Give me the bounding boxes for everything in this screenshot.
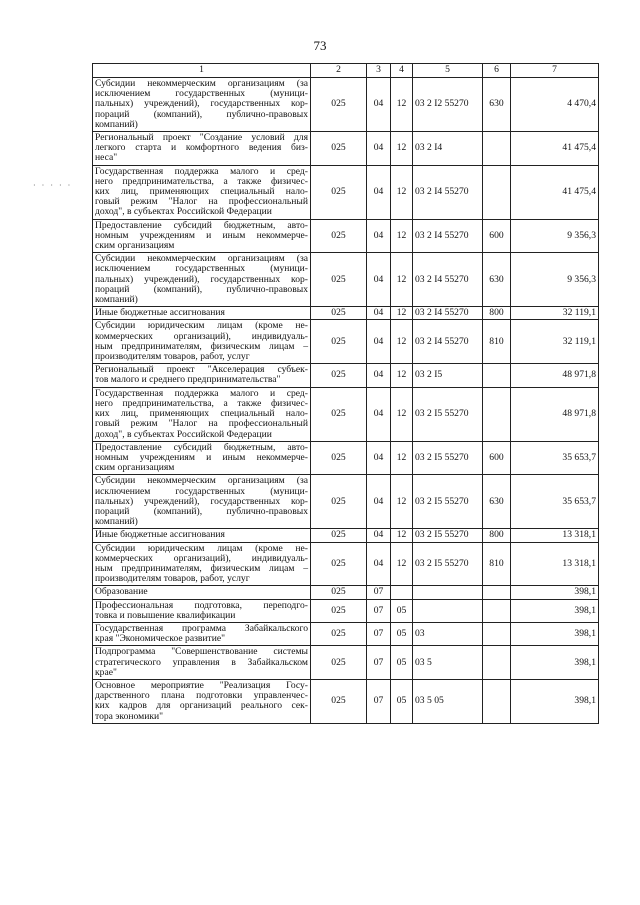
row-name-cell [93, 165, 311, 219]
section-cell: 04 [367, 387, 391, 441]
row-name-line: исключением государственных (муници- [95, 485, 308, 497]
table-row [93, 320, 599, 364]
target-article-cell: 03 2 I5 55270 [413, 542, 483, 586]
row-name-line: Профессиональная подготовка, переподго- [95, 599, 308, 611]
target-article-cell: 03 [413, 622, 483, 645]
expense-type-cell [483, 165, 511, 219]
grbs-cell: 025 [311, 165, 367, 219]
row-name-line: тора экономики" [95, 710, 164, 722]
section-cell: 04 [367, 542, 391, 586]
table-row [93, 475, 599, 529]
row-name-line: Субсидии некоммерческим организациям (за [95, 475, 308, 487]
amount-cell: 35 653,7 [511, 441, 599, 475]
expense-type-cell: 600 [483, 219, 511, 253]
grbs-cell: 025 [311, 387, 367, 441]
expense-type-cell [483, 586, 511, 599]
table-row [93, 542, 599, 586]
row-name-cell [93, 529, 311, 542]
section-cell: 04 [367, 320, 391, 364]
row-name-line: ным предпринимателям, физическим лицам – [95, 562, 308, 574]
table-row [93, 132, 599, 166]
row-name-line: неса" [95, 152, 118, 164]
amount-cell: 41 475,4 [511, 132, 599, 166]
table-row [93, 364, 599, 387]
section-cell: 07 [367, 646, 391, 680]
header-cell: 1 [93, 64, 311, 78]
table-row [93, 165, 599, 219]
row-name-line: пальных) учреждений), государственных кор- [95, 495, 308, 507]
row-name-line: Предоставление субсидий бюджетным, авто- [95, 219, 308, 231]
expense-type-cell: 600 [483, 441, 511, 475]
section-cell: 04 [367, 441, 391, 475]
section-cell: 04 [367, 253, 391, 307]
grbs-cell: 025 [311, 646, 367, 680]
expense-type-cell [483, 364, 511, 387]
row-name-line: ным предпринимателям, физическим лицам – [95, 340, 308, 352]
table-row [93, 529, 599, 542]
row-name-line: Подпрограмма "Совершенствование системы [95, 646, 308, 658]
row-name-cell [93, 599, 311, 622]
row-name-line: ским организациям [95, 462, 175, 474]
subsection-cell [391, 586, 413, 599]
table-row [93, 622, 599, 645]
section-cell: 07 [367, 679, 391, 723]
amount-cell: 13 318,1 [511, 529, 599, 542]
target-article-cell: 03 2 I4 55270 [413, 253, 483, 307]
section-cell: 04 [367, 529, 391, 542]
table-row [93, 387, 599, 441]
row-name-line: исключением государственных (муници- [95, 263, 308, 275]
budget-table [92, 63, 599, 724]
expense-type-cell [483, 646, 511, 680]
amount-cell: 35 653,7 [511, 475, 599, 529]
subsection-cell: 12 [391, 387, 413, 441]
row-name-line: говый режим "Налог на профессиональный [95, 196, 308, 208]
header-cell: 2 [311, 64, 367, 78]
subsection-cell: 12 [391, 78, 413, 132]
row-name-cell [93, 253, 311, 307]
expense-type-cell [483, 679, 511, 723]
expense-type-cell [483, 387, 511, 441]
row-name-line: пораций (компаний), публично-правовых [95, 108, 308, 120]
row-name-line: коммерческих организаций), индивидуаль- [95, 330, 308, 342]
margin-mark: · · · · · [33, 181, 73, 190]
row-name-line: компаний) [95, 118, 138, 130]
row-name-line: производителям товаров, работ, услуг [95, 351, 250, 363]
grbs-cell: 025 [311, 307, 367, 320]
row-name-cell [93, 622, 311, 645]
expense-type-cell: 630 [483, 253, 511, 307]
row-name-cell [93, 307, 311, 320]
expense-type-cell [483, 622, 511, 645]
grbs-cell: 025 [311, 475, 367, 529]
target-article-cell: 03 2 I4 55270 [413, 219, 483, 253]
subsection-cell: 05 [391, 599, 413, 622]
row-name-line: Предоставление субсидий бюджетным, авто- [95, 441, 308, 453]
row-name-line: него предпринимательства, а также физичес- [95, 397, 308, 409]
row-name-cell [93, 364, 311, 387]
row-name-line: Государственная поддержка малого и сред- [95, 387, 308, 399]
row-name-cell [93, 387, 311, 441]
row-name-line: коммерческих организаций), индивидуаль- [95, 552, 308, 564]
row-name-line: дарственного плана подготовки управленчес- [95, 690, 308, 702]
row-name-line: Государственная поддержка малого и сред- [95, 165, 308, 177]
row-name-line: Субсидии некоммерческим организациям (за [95, 253, 308, 265]
row-name-line: Субсидии некоммерческим организациям (за [95, 78, 308, 89]
grbs-cell: 025 [311, 253, 367, 307]
table-header-row [93, 64, 599, 78]
header-cell: 7 [511, 64, 599, 78]
row-name-line: говый режим "Налог на профессиональный [95, 418, 308, 430]
row-name-line: Иные бюджетные ассигнования [95, 529, 225, 541]
amount-cell: 13 318,1 [511, 542, 599, 586]
table-row [93, 599, 599, 622]
row-name-cell [93, 78, 311, 132]
row-name-line: ским организациям [95, 240, 175, 252]
header-cell: 4 [391, 64, 413, 78]
table-row [93, 646, 599, 680]
expense-type-cell: 630 [483, 475, 511, 529]
row-name-cell [93, 441, 311, 475]
subsection-cell: 12 [391, 320, 413, 364]
subsection-cell: 12 [391, 475, 413, 529]
grbs-cell: 025 [311, 364, 367, 387]
row-name-line: производителям товаров, работ, услуг [95, 573, 250, 585]
amount-cell: 398,1 [511, 679, 599, 723]
amount-cell: 398,1 [511, 646, 599, 680]
expense-type-cell [483, 132, 511, 166]
subsection-cell: 12 [391, 364, 413, 387]
row-name-cell [93, 132, 311, 166]
row-name-line: Субсидии юридическим лицам (кроме не- [95, 320, 308, 332]
row-name-line: Субсидии юридическим лицам (кроме не- [95, 542, 308, 554]
target-article-cell: 03 2 I5 55270 [413, 529, 483, 542]
section-cell: 07 [367, 599, 391, 622]
amount-cell: 398,1 [511, 599, 599, 622]
amount-cell: 4 470,4 [511, 78, 599, 132]
section-cell: 04 [367, 165, 391, 219]
row-name-line: ких лиц, применяющих специальный нало- [95, 186, 308, 198]
subsection-cell: 05 [391, 646, 413, 680]
row-name-line: номным учреждениям и иным некоммерче- [95, 451, 308, 463]
grbs-cell: 025 [311, 542, 367, 586]
table-row [93, 78, 599, 132]
row-name-line: тов малого и среднего предпринимательства" [95, 374, 281, 386]
section-cell: 04 [367, 364, 391, 387]
table-row [93, 441, 599, 475]
row-name-line: ких кадров для организаций реального сек- [95, 700, 308, 712]
target-article-cell: 03 2 I5 55270 [413, 441, 483, 475]
row-name-line: компаний) [95, 294, 138, 306]
row-name-line: номным учреждениям и иным некоммерче- [95, 229, 308, 241]
expense-type-cell: 810 [483, 542, 511, 586]
grbs-cell: 025 [311, 320, 367, 364]
expense-type-cell [483, 599, 511, 622]
row-name-line: Образование [95, 586, 148, 598]
grbs-cell: 025 [311, 78, 367, 132]
header-cell: 6 [483, 64, 511, 78]
row-name-line: компаний) [95, 516, 138, 528]
grbs-cell: 025 [311, 132, 367, 166]
section-cell: 07 [367, 586, 391, 599]
amount-cell: 41 475,4 [511, 165, 599, 219]
subsection-cell: 12 [391, 307, 413, 320]
target-article-cell [413, 586, 483, 599]
table-row [93, 586, 599, 599]
subsection-cell: 12 [391, 542, 413, 586]
subsection-cell: 12 [391, 132, 413, 166]
table-row [93, 253, 599, 307]
table-row [93, 219, 599, 253]
row-name-line: Государственная программа Забайкальского [95, 622, 308, 634]
target-article-cell: 03 2 I5 55270 [413, 475, 483, 529]
section-cell: 04 [367, 132, 391, 166]
row-name-line: ких лиц, применяющих специальный нало- [95, 408, 308, 420]
grbs-cell: 025 [311, 586, 367, 599]
row-name-line: пальных) учреждений), государственных кор- [95, 98, 308, 110]
amount-cell: 48 971,8 [511, 387, 599, 441]
row-name-line: края "Экономическое развитие" [95, 633, 226, 645]
row-name-cell [93, 542, 311, 586]
subsection-cell: 12 [391, 253, 413, 307]
row-name-cell [93, 586, 311, 599]
row-name-line: пораций (компаний), публично-правовых [95, 505, 308, 517]
amount-cell: 9 356,3 [511, 219, 599, 253]
amount-cell: 398,1 [511, 622, 599, 645]
row-name-cell [93, 219, 311, 253]
subsection-cell: 12 [391, 529, 413, 542]
target-article-cell: 03 2 I4 55270 [413, 320, 483, 364]
header-cell: 5 [413, 64, 483, 78]
row-name-line: товка и повышение квалификации [95, 609, 236, 621]
expense-type-cell: 800 [483, 307, 511, 320]
row-name-line: пальных) учреждений), государственных кор- [95, 273, 308, 285]
grbs-cell: 025 [311, 679, 367, 723]
grbs-cell: 025 [311, 622, 367, 645]
header-cell: 3 [367, 64, 391, 78]
target-article-cell: 03 2 I5 55270 [413, 387, 483, 441]
grbs-cell: 025 [311, 219, 367, 253]
subsection-cell: 12 [391, 441, 413, 475]
table-row [93, 307, 599, 320]
grbs-cell: 025 [311, 441, 367, 475]
row-name-cell [93, 475, 311, 529]
target-article-cell: 03 5 [413, 646, 483, 680]
expense-type-cell: 810 [483, 320, 511, 364]
target-article-cell: 03 2 I5 [413, 364, 483, 387]
row-name-line: доход", в субъектах Российской Федерации [95, 428, 272, 440]
row-name-line: Региональный проект "Акселерация субъек- [95, 364, 308, 376]
row-name-cell [93, 646, 311, 680]
row-name-line: крае" [95, 666, 117, 678]
row-name-line: легкого старта и комфортного ведения биз- [95, 142, 308, 154]
expense-type-cell: 800 [483, 529, 511, 542]
amount-cell: 398,1 [511, 586, 599, 599]
grbs-cell: 025 [311, 599, 367, 622]
row-name-cell [93, 679, 311, 723]
target-article-cell [413, 599, 483, 622]
row-name-line: доход", в субъектах Российской Федерации [95, 206, 272, 218]
section-cell: 04 [367, 475, 391, 529]
expense-type-cell: 630 [483, 78, 511, 132]
amount-cell: 32 119,1 [511, 320, 599, 364]
row-name-line: пораций (компаний), публично-правовых [95, 283, 308, 295]
section-cell: 04 [367, 219, 391, 253]
subsection-cell: 05 [391, 679, 413, 723]
page-number: 73 [313, 38, 327, 53]
subsection-cell: 05 [391, 622, 413, 645]
target-article-cell: 03 2 I4 55270 [413, 307, 483, 320]
target-article-cell: 03 5 05 [413, 679, 483, 723]
subsection-cell: 12 [391, 165, 413, 219]
row-name-line: Региональный проект "Создание условий для [95, 132, 308, 144]
row-name-line: Иные бюджетные ассигнования [95, 307, 225, 319]
section-cell: 04 [367, 307, 391, 320]
row-name-cell [93, 320, 311, 364]
row-name-line: стратегического управления в Забайкальском [95, 656, 308, 668]
amount-cell: 9 356,3 [511, 253, 599, 307]
grbs-cell: 025 [311, 529, 367, 542]
section-cell: 04 [367, 78, 391, 132]
table-row [93, 679, 599, 723]
row-name-line: Основное мероприятие "Реализация Госу- [95, 679, 308, 691]
subsection-cell: 12 [391, 219, 413, 253]
amount-cell: 32 119,1 [511, 307, 599, 320]
target-article-cell: 03 2 I4 [413, 132, 483, 166]
row-name-line: исключением государственных (муници- [95, 88, 308, 100]
target-article-cell: 03 2 I2 55270 [413, 78, 483, 132]
section-cell: 07 [367, 622, 391, 645]
amount-cell: 48 971,8 [511, 364, 599, 387]
row-name-line: него предпринимательства, а также физичес- [95, 175, 308, 187]
target-article-cell: 03 2 I4 55270 [413, 165, 483, 219]
